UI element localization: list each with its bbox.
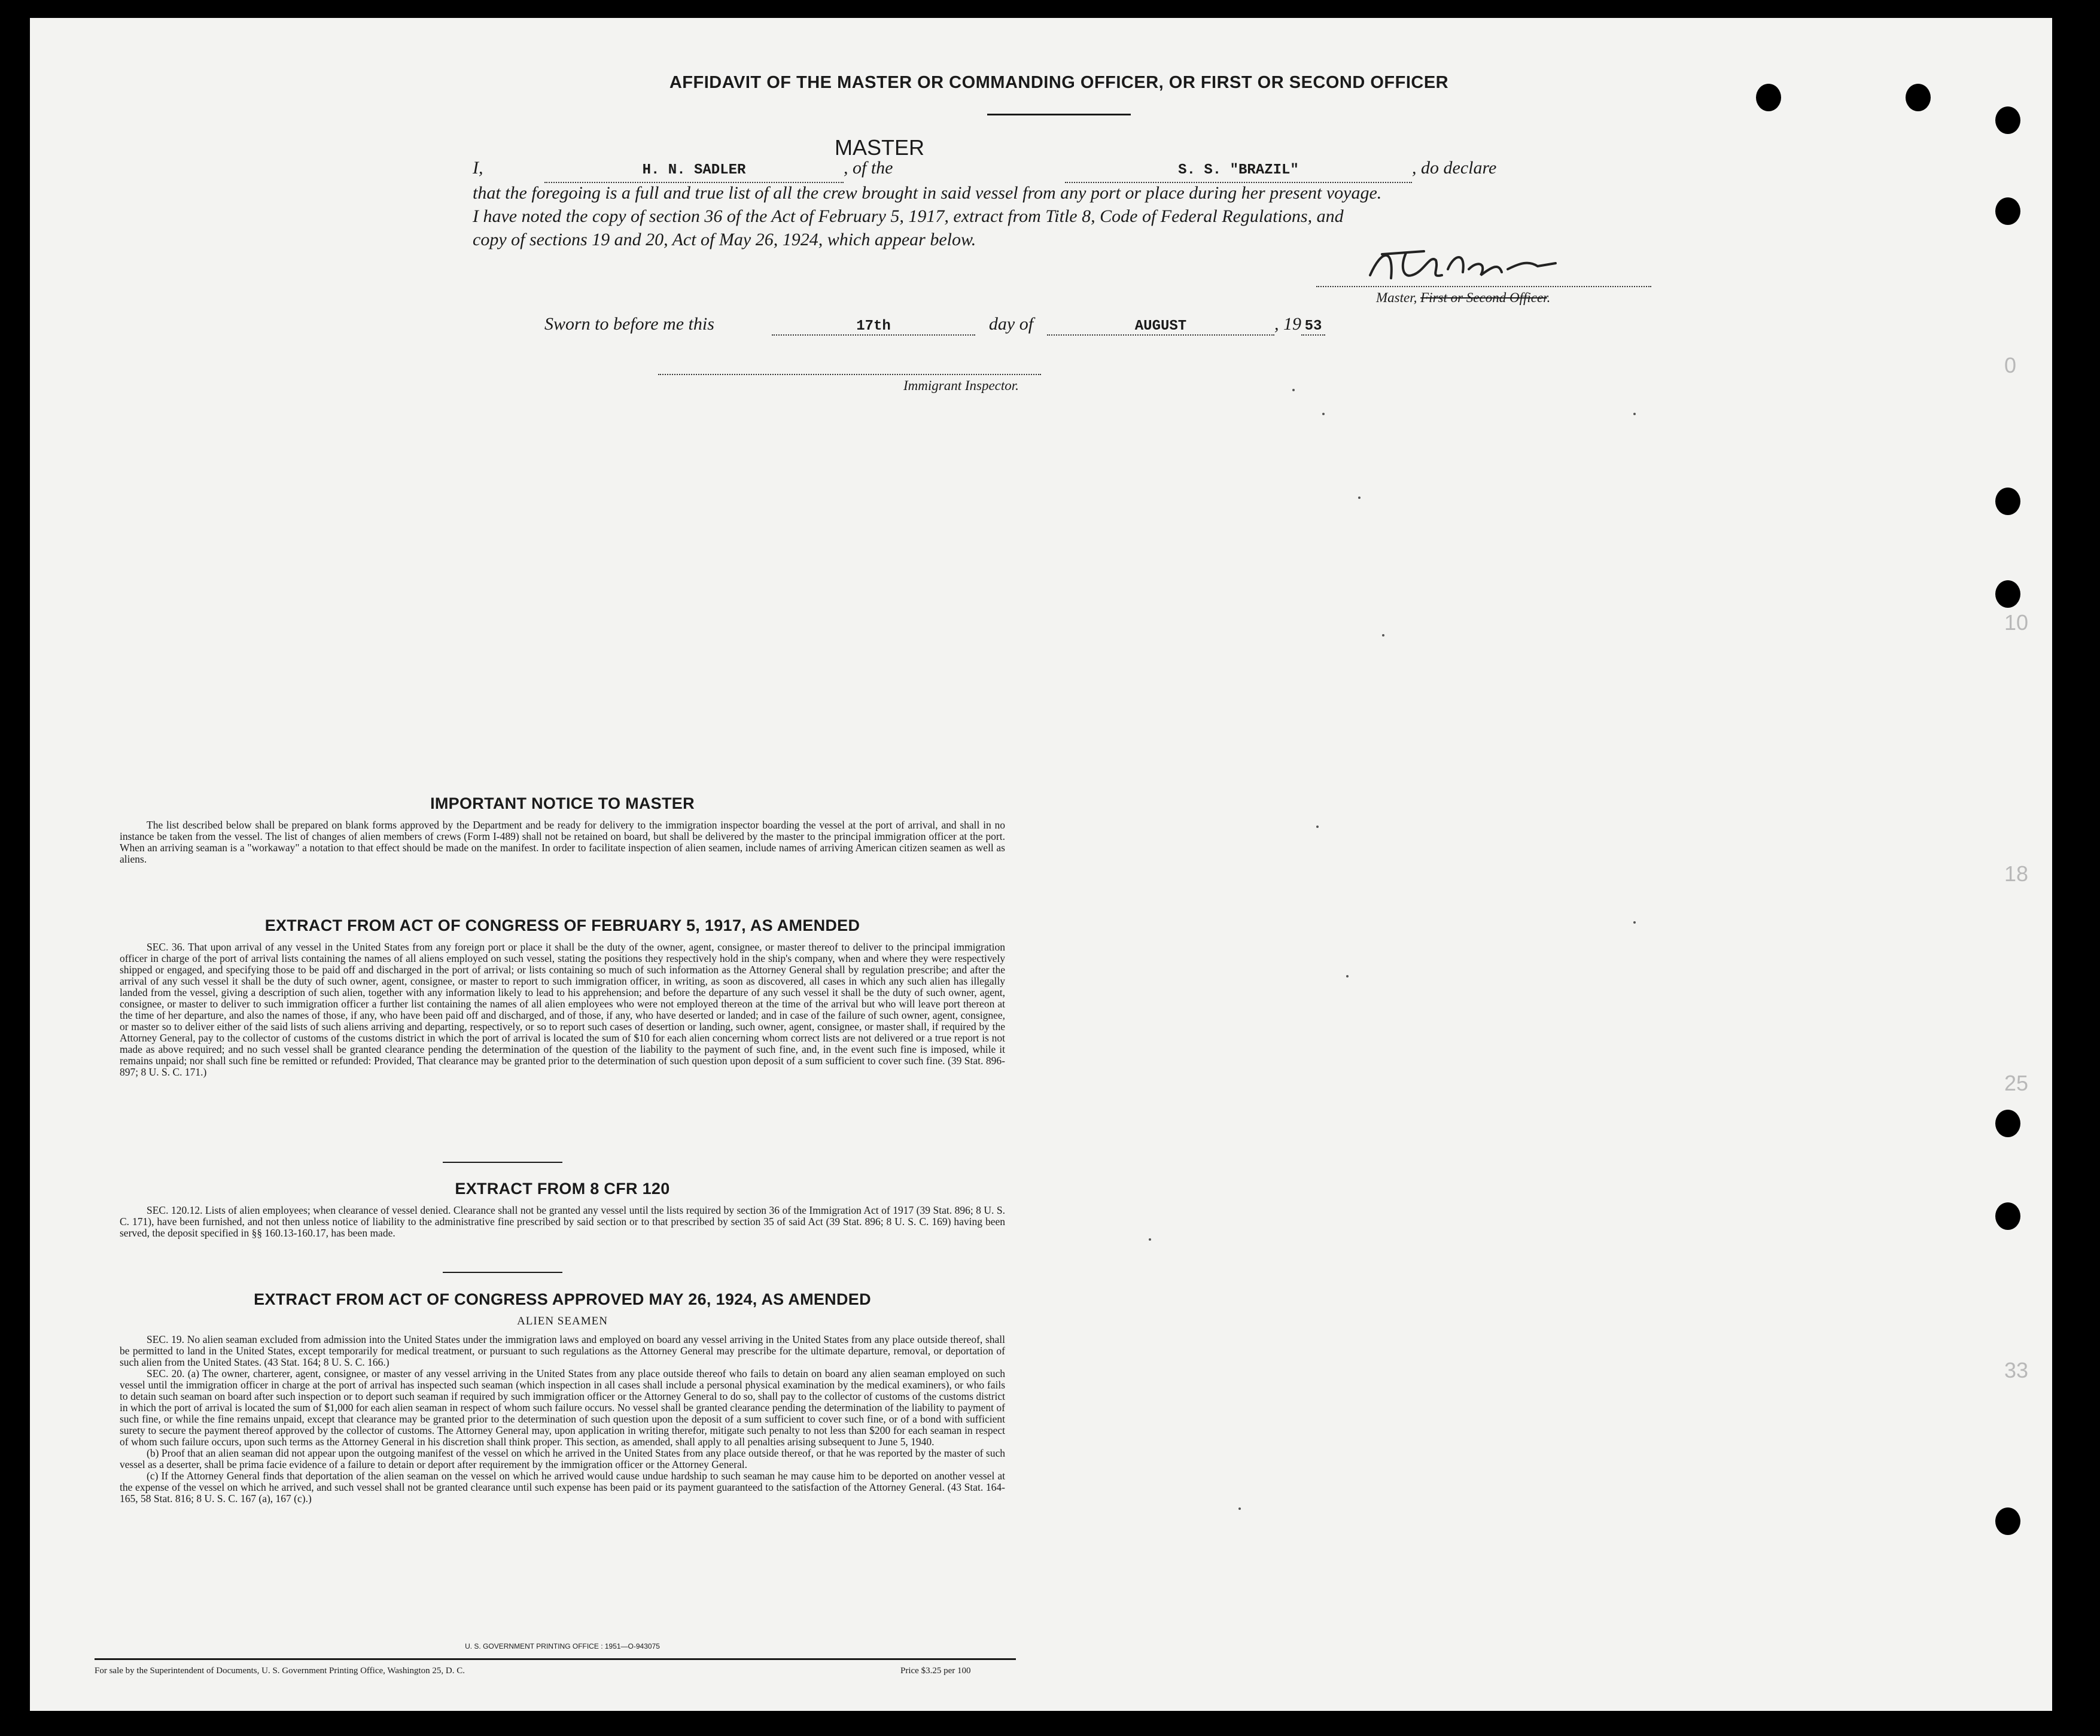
notice-paragraph: The list described below shall be prepared on blank forms approved by the Department and be ready for delivery to the immigration inspector boarding the vessel at the port of arrival, and shall in no instance be taken from the vessel. The list of changes of alien members of crews (Form I-489) shall not be retained on board, but shall be delivered by the master to the principal immigration officer at the port. When an arriving seaman is a "workaway" a notation to that effect should be made on the manifest. In order to facilitate inspection of alien seamen, include names of arriving American citizen seamen as well as aliens. [120, 819, 1005, 865]
footer-rule [95, 1658, 1016, 1660]
document-page [30, 18, 2052, 1711]
extract-1917-heading: EXTRACT FROM ACT OF CONGRESS OF FEBRUARY 5, 1917, AS AMENDED [264, 916, 860, 934]
vessel-name-field: S. S. "BRAZIL" [1065, 159, 1412, 183]
binder-hole [1995, 1507, 2020, 1535]
speck [1322, 413, 1325, 415]
speck [1382, 634, 1384, 636]
sec20b-paragraph: (b) Proof that an alien seaman did not appear upon the outgoing manifest of the vessel on which he arrived in the United States from any place outside thereof, or that he was reported by the master of such vessel as a deserter, shall be prima facie evidence of a failure to detain or deport after requirement by the immigration officer or the Attorney General. [120, 1447, 1005, 1470]
master-signature-image [1358, 242, 1609, 290]
speck [1633, 921, 1636, 924]
binder-hole [1995, 1202, 2020, 1230]
extract-cfr-text [120, 1205, 1005, 1239]
rank-handwritten: MASTER [835, 135, 925, 160]
sec19-paragraph: SEC. 19. No alien seaman excluded from admission into the United States under the immigration laws and employed on board any vessel arriving in the United States from any place outside thereof, shall be permitted to land in the United States, except temporarily for medical treatment, or pursuant to such regulations as the Attorney General may prescribe for the ultimate departure, removal, or deportation of such alien from the United States. (43 Stat. 164; 8 U. S. C. 166.) [120, 1333, 1005, 1368]
speck [1633, 413, 1636, 415]
sworn-day-of: day of [988, 314, 1034, 334]
speck [1346, 975, 1349, 977]
bleed-through-mark: 33 [2004, 1358, 2029, 1382]
binder-hole [1995, 106, 2020, 134]
sworn-month-field: AUGUST [1047, 318, 1274, 336]
binder-hole [1995, 197, 2020, 225]
gpo-imprint: U. S. GOVERNMENT PRINTING OFFICE : 1951—O-943075 [465, 1642, 660, 1650]
binder-hole [1906, 84, 1931, 111]
alien-seamen-subheading: ALIEN SEAMEN [517, 1315, 608, 1327]
inspector-signature-line [658, 374, 1041, 375]
declaration-of-the: , of the [844, 158, 893, 178]
section-rule [443, 1272, 562, 1273]
extract-1924-heading: EXTRACT FROM ACT OF CONGRESS APPROVED MAY 26, 1924, AS AMENDED [254, 1290, 871, 1308]
bleed-through-mark: 18 [2004, 861, 2029, 886]
extract-1924-text [120, 1334, 1005, 1504]
bleed-through-mark: 10 [2004, 610, 2029, 635]
extract-1917-paragraph: SEC. 36. That upon arrival of any vessel in the United States from any foreign port or place it shall be the duty of the owner, agent, consignee, or master thereof to deliver to the principal immigration officer in charge of the port of arrival lists containing the names of all aliens employed on such vessel, stating the positions they respectively hold in the ship's company, when and where they were respectively shipped or engaged, and specifying those to be paid off and discharged in the port of arrival; or lists containing so much of such information as the Attorney General shall by regulation prescribe; and after the arrival of any such vessel it shall be the duty of such owner, agent, consignee, or master to report to such immigration officer, in writing, as soon as discovered, all cases in which any such alien has illegally landed from the vessel, giving a description of such alien, together with any information likely to lead to his apprehension; and before the departure of any such vessel it shall be the duty of such owner, agent, consignee, or master to deliver to such immigration officer a further list containing the names of all alien employees who were not employed thereon at the time of the arrival but who will leave port thereon at the time of her departure, and also the names of those, if any, who have been paid off and discharged, and of those, if any, who have deserted or landed; and in case of the failure of such owner, agent, consignee, or master so to deliver either of the said lists of such aliens arriving and departing, respectively, or so to report such cases of desertion or landing, such owner, agent, consignee, or master shall, if required by the Attorney General, pay to the collector of customs of the customs district in which the port of arrival is located the sum of $10 for each alien concerning whom correct lists are not delivered or a true report is not made as above required; and no such vessel shall be granted clearance pending the determination of the question of the liability to the payment of such fine, and, in the event such fine is imposed, while it remains unpaid; nor shall such fine be remitted or refunded: Provided, That clearance may be granted prior to the determination of such question upon deposit of a sum sufficient to cover such fine. (39 Stat. 896-897; 8 U. S. C. 171.) [120, 941, 1005, 1078]
footer-price: Price $3.25 per 100 [900, 1666, 971, 1676]
affidavit-title: AFFIDAVIT OF THE MASTER OR COMMANDING OFFICER, OR FIRST OR SECOND OFFICER [669, 73, 1449, 92]
declaration-line-4: copy of sections 19 and 20, Act of May 26, 1924, which appear below. [473, 230, 976, 249]
declaration-line-3: I have noted the copy of section 36 of the Act of February 5, 1917, extract from Title 8, Code of Federal Regulations, and [473, 206, 1344, 226]
signature-caption [1376, 290, 1550, 306]
declaration-line-1 [473, 157, 1645, 183]
extract-cfr-heading: EXTRACT FROM 8 CFR 120 [455, 1180, 670, 1198]
bleed-through-mark: 25 [2004, 1071, 2029, 1095]
title-rule [987, 114, 1131, 115]
master-name-field: H. N. SADLER [544, 159, 844, 183]
notice-heading: IMPORTANT NOTICE TO MASTER [430, 794, 695, 812]
section-rule [443, 1162, 562, 1163]
speck [1149, 1238, 1151, 1241]
sworn-day-field: 17th [772, 318, 975, 336]
signature-caption-period: . [1547, 290, 1551, 305]
sworn-year-prefix: , 19 [1274, 314, 1301, 334]
speck [1358, 497, 1361, 499]
sworn-line [544, 314, 1325, 336]
inspector-caption: Immigrant Inspector. [903, 378, 1019, 393]
notice-text [120, 820, 1005, 865]
declaration-do-declare: , do declare [1412, 158, 1497, 178]
signature-line [1316, 286, 1651, 287]
speck [1238, 1507, 1241, 1510]
bleed-through-mark: 0 [2004, 353, 2017, 377]
sworn-prefix: Sworn to before me this [544, 314, 714, 334]
extract-1917-text [120, 942, 1005, 1078]
sworn-year-field: 53 [1301, 318, 1325, 336]
signature-caption-master: Master, [1376, 290, 1421, 305]
speck [1316, 826, 1319, 828]
speck [1292, 389, 1295, 391]
sec20a-paragraph: SEC. 20. (a) The owner, charterer, agent, consignee, or master of any vessel arriving in the United States from any place outside thereof who fails to detain on board any alien seaman employed on such vessel until the immigration officer in charge at the port of arrival has inspected such seaman (which inspection in all cases shall include a personal physical examination by the medical examiners), or who fails to detain such seaman on board after such inspection or to deport such seaman if required by such immigration officer or the Attorney General to do so, shall pay to the collector of customs of the customs district in which the port of arrival is located the sum of $1,000 for each alien seaman in respect of whom such failure occurs. No vessel shall be granted clearance pending the determination of the liability to payment of such fine, or while the fine remains unpaid, except that clearance may be granted prior to the determination of such question upon the deposit of a sum sufficient to cover such fine, or of a bond with sufficient surety to secure the payment thereof approved by the collector of customs. The Attorney General may, upon application in writing therefor, mitigate such penalty to not less than $200 for each seaman in respect of whom such failure occurs, upon such terms as the Attorney General in his discretion shall think proper. This section, as amended, shall apply to all penalties arising subsequent to June 5, 1940. [120, 1368, 1005, 1448]
sec20c-paragraph: (c) If the Attorney General finds that deportation of the alien seaman on the vessel on which he arrived would cause undue hardship to such seaman he may cause him to be deported on another vessel at the expense of the vessel on which he arrived, and such vessel shall not be granted clearance until such expense has been paid or its payment guaranteed to the satisfaction of the Attorney General. (43 Stat. 164-165, 58 Stat. 816; 8 U. S. C. 167 (a), 167 (c).) [120, 1470, 1005, 1504]
binder-hole [1995, 488, 2020, 515]
declaration-line-2: that the foregoing is a full and true list of all the crew brought in said vessel from any port or place during her present voyage. [473, 183, 1382, 203]
binder-hole [1995, 1110, 2020, 1137]
declaration-i: I, [473, 158, 483, 178]
binder-hole [1756, 84, 1781, 111]
extract-cfr-paragraph: SEC. 120.12. Lists of alien employees; when clearance of vessel denied. Clearance shall not be granted any vessel until the lists required by section 36 of the Immigration Act of 1917 (39 Stat. 896; 8 U. S. C. 171), have been furnished, and not then unless notice of liability to the administrative fine prescribed by said section or to that prescribed by section 35 of said Act (39 Stat. 896; 8 U. S. C. 169) having been served, the deposit specified in §§ 160.13-160.17, has been made. [120, 1204, 1005, 1239]
binder-hole [1995, 580, 2020, 608]
signature-caption-struck: First or Second Officer [1420, 290, 1547, 305]
footer-sale-note: For sale by the Superintendent of Documents, U. S. Government Printing Office, Washington 25, D. C. [95, 1666, 465, 1676]
